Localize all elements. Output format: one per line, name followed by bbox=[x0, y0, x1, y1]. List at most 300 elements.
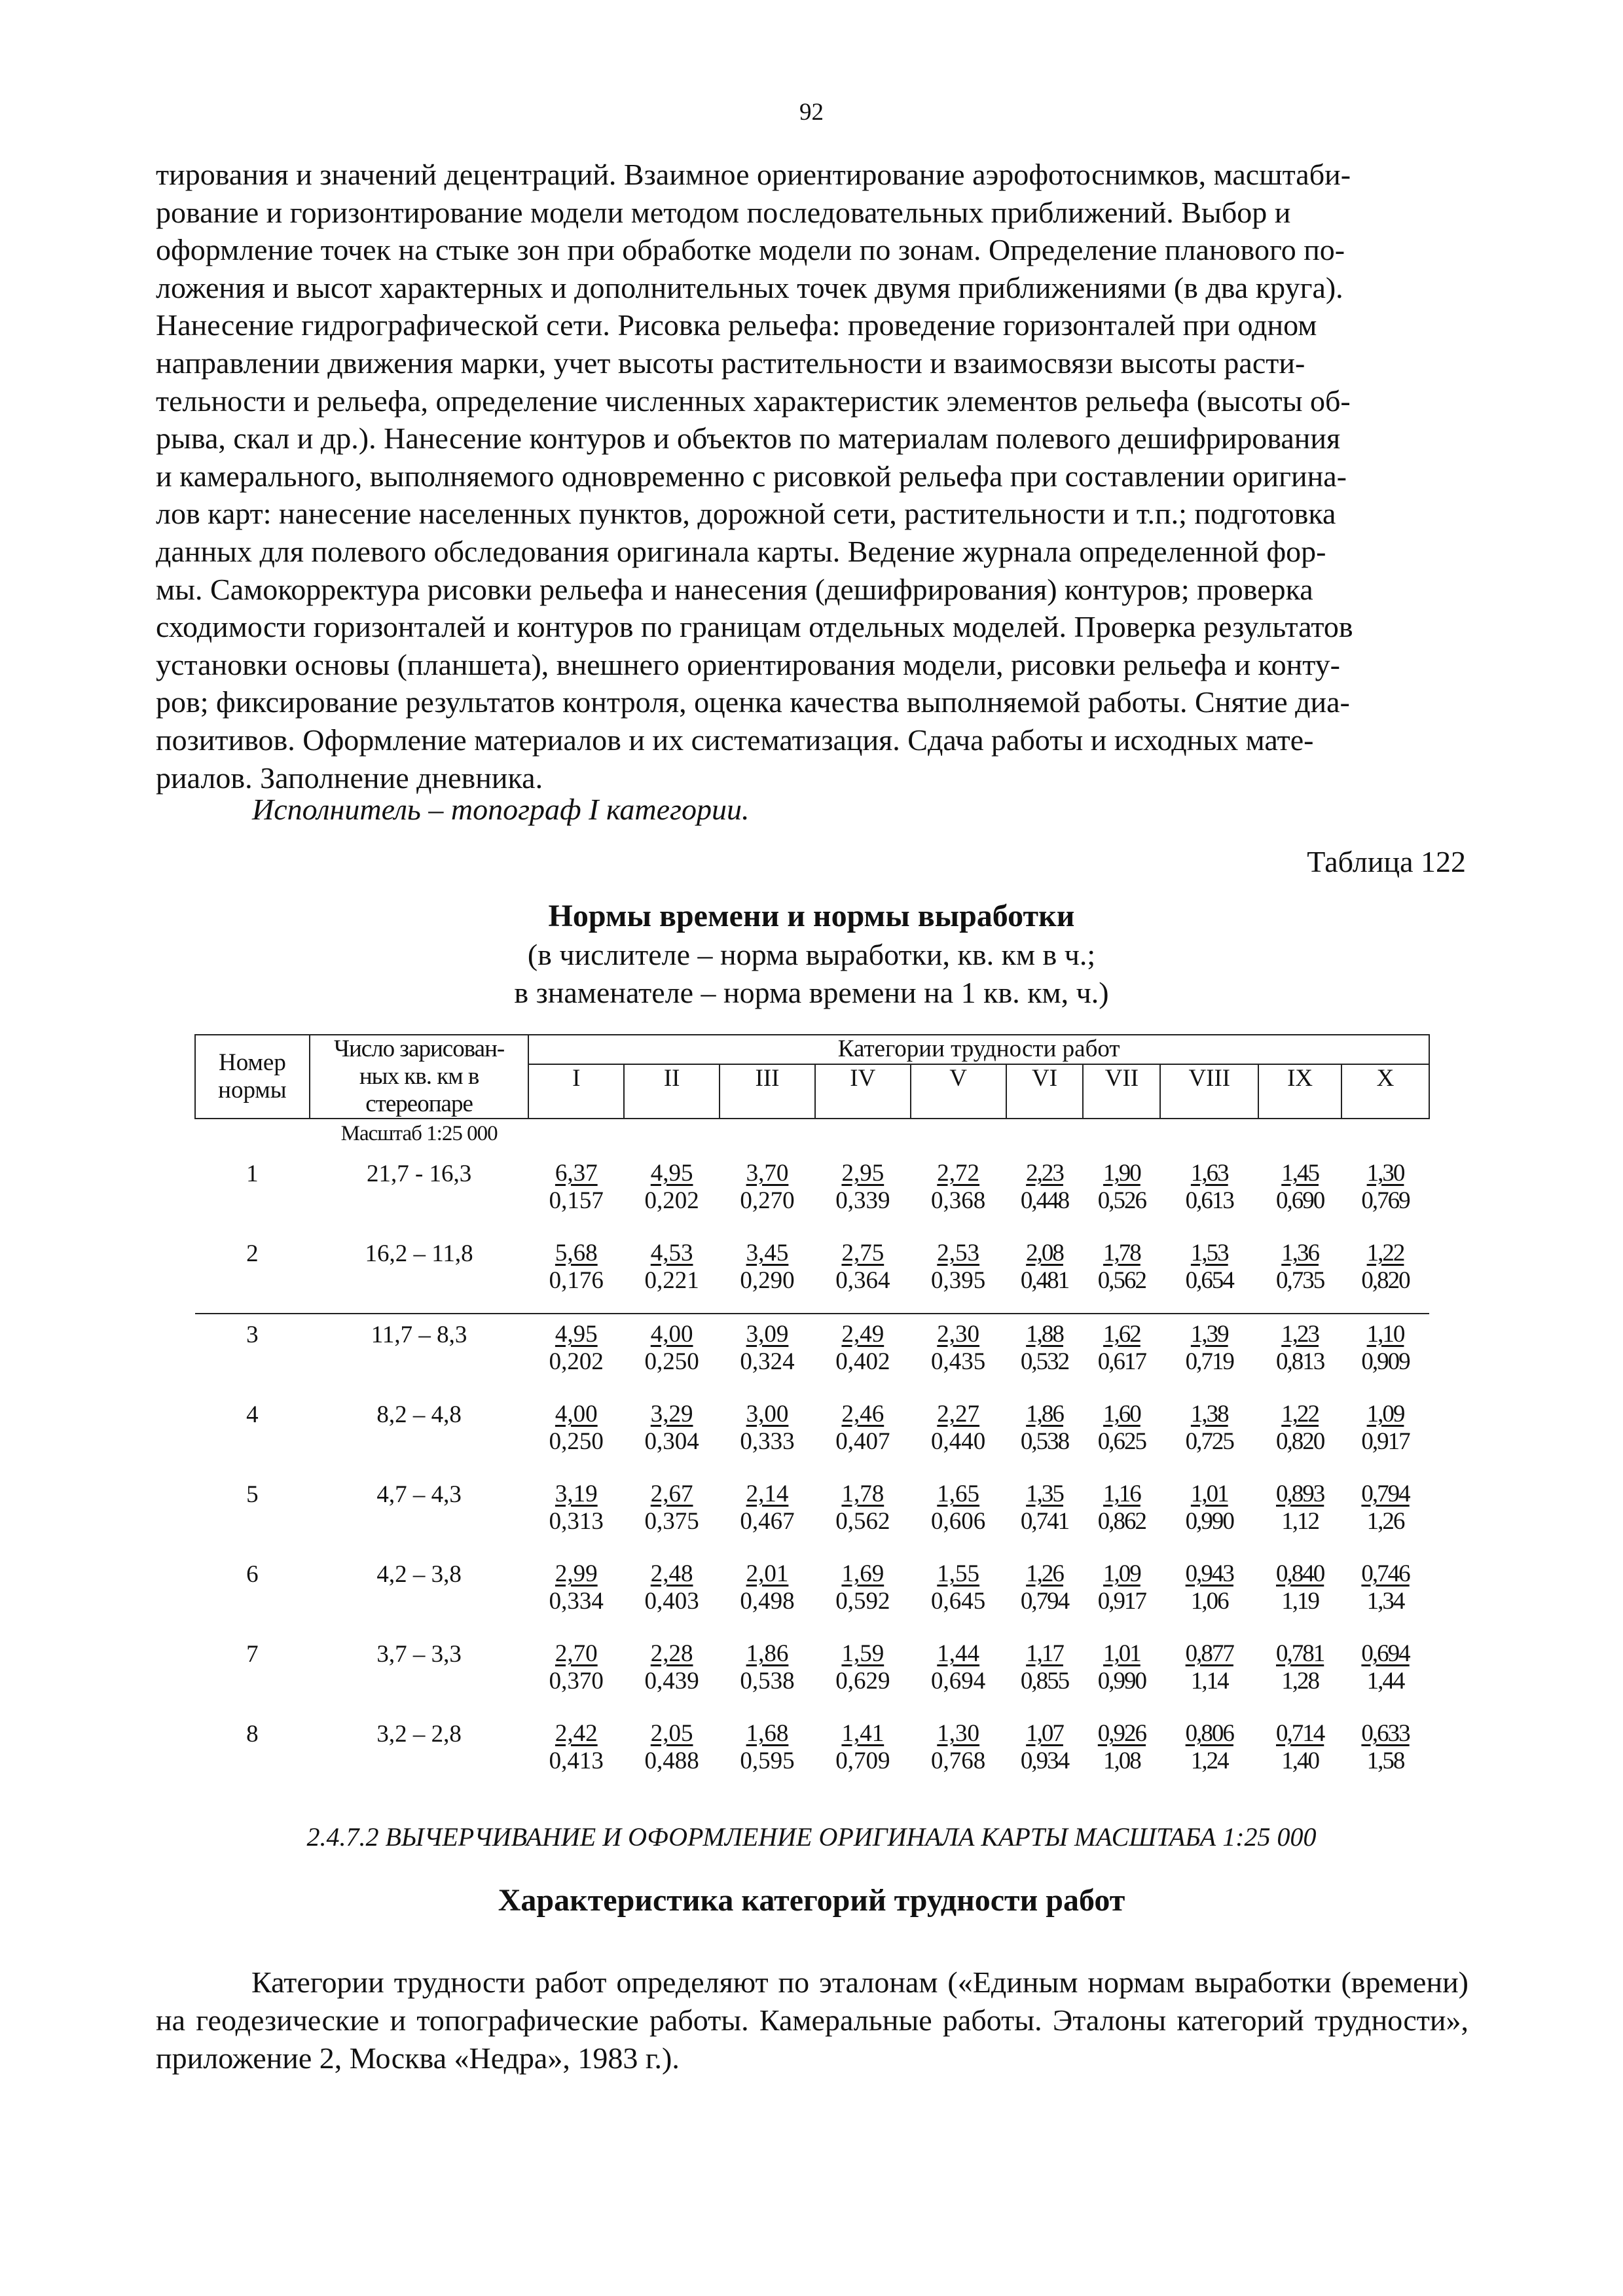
norm-cell bbox=[1083, 1474, 1160, 1554]
output-norm-value: 1,30 bbox=[1366, 1160, 1404, 1187]
output-norm-value: 1,62 bbox=[1103, 1321, 1140, 1348]
time-norm-value: 1,58 bbox=[1366, 1748, 1404, 1774]
output-norm-value: 3,45 bbox=[746, 1240, 789, 1266]
fraction bbox=[740, 1240, 794, 1295]
time-norm-value: 0,157 bbox=[549, 1187, 604, 1214]
fraction bbox=[1021, 1321, 1068, 1376]
fraction bbox=[1098, 1401, 1146, 1456]
fraction bbox=[1021, 1480, 1068, 1535]
fraction bbox=[740, 1640, 794, 1695]
body-line: данных для полевого обследования оригинала карты. Ведение журнала определенной фор- bbox=[156, 534, 1326, 568]
norm-cell bbox=[1341, 1153, 1429, 1233]
header-text: Номер bbox=[218, 1049, 286, 1076]
header-category: VI bbox=[1006, 1064, 1084, 1119]
output-norm-value: 0,781 bbox=[1276, 1640, 1324, 1667]
time-norm-value: 0,629 bbox=[835, 1668, 890, 1695]
time-norm-value: 0,654 bbox=[1185, 1267, 1233, 1294]
norm-cell bbox=[624, 1314, 720, 1394]
body-line: тирования и значений децентраций. Взаимное ориентирование аэрофотоснимков, масштаби- bbox=[156, 158, 1351, 191]
header-text: стереопаре bbox=[365, 1090, 473, 1117]
norm-cell bbox=[1160, 1474, 1258, 1554]
body-line: рыва, скал и др.). Нанесение контуров и объектов по материалам полевого дешифрирования bbox=[156, 422, 1341, 456]
time-norm-value: 1,12 bbox=[1281, 1508, 1319, 1535]
header-category: IV bbox=[815, 1064, 911, 1119]
norm-cell bbox=[528, 1554, 624, 1634]
norm-cell bbox=[1006, 1153, 1084, 1233]
time-norm-value: 0,202 bbox=[549, 1348, 604, 1375]
output-norm-value: 4,95 bbox=[555, 1321, 598, 1348]
norm-number-cell: 5 bbox=[246, 1481, 259, 1508]
norm-cell bbox=[1341, 1634, 1429, 1713]
output-norm-value: 2,01 bbox=[746, 1560, 789, 1587]
output-norm-value: 1,23 bbox=[1281, 1321, 1319, 1348]
time-norm-value: 1,40 bbox=[1281, 1748, 1319, 1774]
fraction bbox=[1098, 1480, 1146, 1535]
fraction bbox=[835, 1640, 890, 1695]
norm-number-cell: 7 bbox=[246, 1641, 259, 1668]
fraction bbox=[549, 1640, 604, 1695]
output-norm-value: 1,86 bbox=[746, 1640, 789, 1667]
body-line: оформление точек на стыке зон при обработке модели по зонам. Определение планового по- bbox=[156, 233, 1345, 267]
fraction bbox=[1098, 1720, 1146, 1775]
norm-cell bbox=[1006, 1713, 1084, 1793]
fraction bbox=[1361, 1480, 1409, 1535]
norm-cell bbox=[720, 1554, 815, 1634]
time-norm-value: 0,562 bbox=[1097, 1267, 1146, 1294]
norm-number-cell: 4 bbox=[246, 1401, 259, 1428]
closing-paragraph: Категории трудности работ определяют по эталонам («Единым нормам выработки (времени) на геодезические и топографические работы. Камеральные работы. Эталоны категорий трудности», приложение 2, Москва «Недра», 1983 г.). bbox=[156, 1965, 1468, 2075]
body-line: риалов. Заполнение дневника. bbox=[156, 761, 543, 795]
table-subtitle-line: (в числителе – норма выработки, кв. км в ч.; bbox=[527, 938, 1096, 971]
fraction bbox=[1021, 1560, 1068, 1615]
output-norm-value: 2,48 bbox=[650, 1560, 693, 1587]
norm-cell bbox=[720, 1314, 815, 1394]
header-category: III bbox=[720, 1064, 815, 1119]
output-norm-value: 2,70 bbox=[555, 1640, 598, 1667]
time-norm-value: 0,375 bbox=[644, 1508, 699, 1535]
fraction bbox=[549, 1160, 604, 1215]
norm-cell bbox=[1258, 1713, 1341, 1793]
time-norm-value: 1,24 bbox=[1190, 1748, 1228, 1774]
output-norm-value: 1,38 bbox=[1190, 1401, 1228, 1427]
fraction bbox=[1186, 1240, 1233, 1295]
body-line: Нанесение гидрографической сети. Рисовка рельефа: проведение горизонталей при одном bbox=[156, 308, 1317, 342]
header-category: X bbox=[1341, 1064, 1429, 1119]
fraction bbox=[1276, 1720, 1324, 1775]
body-line: сходимости горизонталей и контуров по границам отдельных моделей. Проверка результатов bbox=[156, 610, 1353, 644]
body-line: и камерального, выполняемого одновременно с рисовкой рельефа при составлении оригина- bbox=[156, 459, 1347, 493]
norm-cell bbox=[1006, 1634, 1084, 1713]
time-norm-value: 0,538 bbox=[740, 1668, 795, 1695]
norm-cell bbox=[1083, 1634, 1160, 1713]
output-norm-value: 2,23 bbox=[1026, 1160, 1063, 1187]
fraction bbox=[1186, 1321, 1233, 1376]
header-category: II bbox=[624, 1064, 720, 1119]
time-norm-value: 1,08 bbox=[1103, 1748, 1140, 1774]
fraction bbox=[645, 1321, 699, 1376]
output-norm-value: 2,53 bbox=[937, 1240, 980, 1266]
output-norm-value: 1,53 bbox=[1190, 1240, 1228, 1266]
output-norm-value: 2,75 bbox=[841, 1240, 884, 1266]
fraction bbox=[1098, 1160, 1146, 1215]
time-norm-value: 0,690 bbox=[1276, 1187, 1324, 1214]
time-norm-value: 0,290 bbox=[740, 1267, 795, 1294]
table-row bbox=[195, 1634, 1429, 1713]
output-norm-value: 1,68 bbox=[746, 1720, 789, 1747]
output-norm-value: 1,60 bbox=[1103, 1401, 1140, 1427]
output-norm-value: 5,68 bbox=[555, 1240, 598, 1266]
time-norm-value: 0,403 bbox=[644, 1588, 699, 1615]
norm-cell bbox=[624, 1713, 720, 1793]
table-label: Таблица 122 bbox=[1307, 845, 1466, 878]
output-norm-value: 4,00 bbox=[555, 1401, 598, 1427]
fraction bbox=[645, 1240, 699, 1295]
scale-row bbox=[195, 1119, 1429, 1153]
body-line: позитивов. Оформление материалов и их систематизация. Сдача работы и исходных мате- bbox=[156, 723, 1314, 757]
range-cell: 21,7 - 16,3 bbox=[366, 1160, 472, 1187]
output-norm-value: 1,26 bbox=[1026, 1560, 1063, 1587]
time-norm-value: 0,439 bbox=[644, 1668, 699, 1695]
norm-cell bbox=[911, 1394, 1006, 1474]
fraction bbox=[549, 1401, 604, 1456]
range-cell: 3,7 – 3,3 bbox=[376, 1641, 462, 1668]
time-norm-value: 0,613 bbox=[1185, 1187, 1233, 1214]
body-line: тельности и рельефа, определение численных характеристик элементов рельефа (высоты об- bbox=[156, 384, 1351, 418]
time-norm-value: 0,813 bbox=[1276, 1348, 1324, 1375]
time-norm-value: 0,562 bbox=[835, 1508, 890, 1535]
output-norm-value: 1,88 bbox=[1026, 1321, 1063, 1348]
fraction bbox=[740, 1560, 794, 1615]
norm-cell bbox=[1160, 1314, 1258, 1394]
header-categories: Категории трудности работ bbox=[528, 1035, 1429, 1064]
output-norm-value: 1,45 bbox=[1281, 1160, 1319, 1187]
fraction bbox=[1186, 1640, 1233, 1695]
body-line: лов карт: нанесение населенных пунктов, дорожной сети, растительности и т.п.; подготовка bbox=[156, 497, 1336, 531]
fraction bbox=[1276, 1240, 1324, 1295]
fraction bbox=[1361, 1720, 1409, 1775]
fraction bbox=[549, 1321, 604, 1376]
output-norm-value: 0,633 bbox=[1361, 1720, 1410, 1747]
output-norm-value: 0,877 bbox=[1185, 1640, 1233, 1667]
output-norm-value: 3,29 bbox=[650, 1401, 693, 1427]
norm-cell bbox=[911, 1153, 1006, 1233]
time-norm-value: 0,407 bbox=[835, 1428, 890, 1455]
time-norm-value: 0,435 bbox=[931, 1348, 986, 1375]
norm-cell bbox=[1160, 1153, 1258, 1233]
norm-cell bbox=[911, 1474, 1006, 1554]
time-norm-value: 1,14 bbox=[1190, 1668, 1228, 1695]
norm-cell bbox=[911, 1233, 1006, 1314]
time-norm-value: 0,592 bbox=[835, 1588, 890, 1615]
header-norm-number bbox=[195, 1035, 310, 1119]
output-norm-value: 1,59 bbox=[841, 1640, 884, 1667]
performer-line: Исполнитель – топограф I категории. bbox=[252, 793, 750, 826]
norm-cell bbox=[624, 1233, 720, 1314]
norm-cell bbox=[528, 1233, 624, 1314]
fraction bbox=[1361, 1640, 1409, 1695]
output-norm-value: 0,794 bbox=[1361, 1480, 1410, 1507]
time-norm-value: 0,741 bbox=[1020, 1508, 1069, 1535]
fraction bbox=[1276, 1480, 1324, 1535]
time-norm-value: 0,250 bbox=[644, 1348, 699, 1375]
norm-cell bbox=[720, 1394, 815, 1474]
norm-cell bbox=[1341, 1314, 1429, 1394]
time-norm-value: 0,917 bbox=[1097, 1588, 1146, 1615]
body-text bbox=[156, 156, 1468, 797]
norm-cell bbox=[1083, 1233, 1160, 1314]
time-norm-value: 1,28 bbox=[1281, 1668, 1319, 1695]
time-norm-value: 0,413 bbox=[549, 1748, 604, 1774]
fraction bbox=[549, 1720, 604, 1775]
time-norm-value: 0,368 bbox=[931, 1187, 986, 1214]
fraction bbox=[1276, 1321, 1324, 1376]
norm-cell bbox=[720, 1634, 815, 1713]
output-norm-value: 0,926 bbox=[1097, 1720, 1146, 1747]
norm-cell bbox=[624, 1153, 720, 1233]
norm-cell bbox=[1006, 1233, 1084, 1314]
time-norm-value: 0,934 bbox=[1020, 1748, 1069, 1774]
output-norm-value: 2,08 bbox=[1026, 1240, 1063, 1266]
range-cell: 11,7 – 8,3 bbox=[371, 1321, 467, 1348]
output-norm-value: 1,41 bbox=[841, 1720, 884, 1747]
output-norm-value: 2,27 bbox=[937, 1401, 980, 1427]
output-norm-value: 2,46 bbox=[841, 1401, 884, 1427]
fraction bbox=[1021, 1720, 1068, 1775]
fraction bbox=[1276, 1560, 1324, 1615]
norm-cell bbox=[911, 1713, 1006, 1793]
norm-cell bbox=[1160, 1713, 1258, 1793]
time-norm-value: 0,855 bbox=[1020, 1668, 1069, 1695]
time-norm-value: 0,526 bbox=[1097, 1187, 1146, 1214]
output-norm-value: 2,42 bbox=[555, 1720, 598, 1747]
time-norm-value: 0,402 bbox=[835, 1348, 890, 1375]
time-norm-value: 0,467 bbox=[740, 1508, 795, 1535]
norm-cell bbox=[1341, 1713, 1429, 1793]
output-norm-value: 1,55 bbox=[937, 1560, 980, 1587]
norm-number-cell: 1 bbox=[246, 1160, 259, 1187]
norm-cell bbox=[1083, 1153, 1160, 1233]
header-category: V bbox=[911, 1064, 1006, 1119]
range-cell: 4,2 – 3,8 bbox=[376, 1561, 462, 1588]
output-norm-value: 2,30 bbox=[937, 1321, 980, 1348]
time-norm-value: 0,440 bbox=[931, 1428, 986, 1455]
time-norm-value: 1,44 bbox=[1366, 1668, 1404, 1695]
norm-cell bbox=[528, 1314, 624, 1394]
time-norm-value: 0,324 bbox=[740, 1348, 795, 1375]
body-line: мы. Самокорректура рисовки рельефа и нанесения (дешифрирования) контуров; проверка bbox=[156, 572, 1313, 606]
table-row bbox=[195, 1314, 1429, 1394]
time-norm-value: 1,26 bbox=[1366, 1508, 1404, 1535]
empty-cell bbox=[528, 1119, 1429, 1153]
time-norm-value: 0,221 bbox=[644, 1267, 699, 1294]
fraction bbox=[1276, 1160, 1324, 1215]
output-norm-value: 1,22 bbox=[1281, 1401, 1319, 1427]
output-norm-value: 0,694 bbox=[1361, 1640, 1410, 1667]
fraction bbox=[1098, 1240, 1146, 1295]
norm-cell bbox=[815, 1474, 911, 1554]
fraction bbox=[1186, 1560, 1233, 1615]
norm-cell bbox=[815, 1153, 911, 1233]
header-category: VIII bbox=[1160, 1064, 1258, 1119]
output-norm-value: 1,90 bbox=[1103, 1160, 1140, 1187]
header-text: нормы bbox=[218, 1077, 287, 1103]
fraction bbox=[1021, 1160, 1068, 1215]
norms-table-wrapper bbox=[194, 1034, 1430, 1793]
fraction bbox=[1021, 1640, 1068, 1695]
header-text: ных кв. км в bbox=[359, 1063, 479, 1090]
output-norm-value: 0,943 bbox=[1185, 1560, 1233, 1587]
time-norm-value: 0,538 bbox=[1020, 1428, 1069, 1455]
output-norm-value: 1,22 bbox=[1366, 1240, 1404, 1266]
norm-cell bbox=[1160, 1634, 1258, 1713]
output-norm-value: 0,893 bbox=[1276, 1480, 1324, 1507]
output-norm-value: 2,28 bbox=[650, 1640, 693, 1667]
time-norm-value: 1,06 bbox=[1190, 1588, 1228, 1615]
norm-cell bbox=[1258, 1394, 1341, 1474]
fraction bbox=[1098, 1640, 1146, 1695]
table-row bbox=[195, 1394, 1429, 1474]
fraction bbox=[1361, 1240, 1409, 1295]
norm-cell bbox=[815, 1554, 911, 1634]
time-norm-value: 0,498 bbox=[740, 1588, 795, 1615]
range-cell: 4,7 – 4,3 bbox=[376, 1481, 462, 1508]
norm-cell bbox=[720, 1233, 815, 1314]
output-norm-value: 2,49 bbox=[841, 1321, 884, 1348]
time-norm-value: 0,333 bbox=[740, 1428, 795, 1455]
time-norm-value: 0,334 bbox=[549, 1588, 604, 1615]
table-body bbox=[195, 1119, 1429, 1793]
page-number: 92 bbox=[799, 99, 824, 126]
table-row bbox=[195, 1554, 1429, 1634]
output-norm-value: 0,714 bbox=[1276, 1720, 1324, 1747]
time-norm-value: 0,820 bbox=[1361, 1267, 1410, 1294]
fraction bbox=[645, 1160, 699, 1215]
fraction bbox=[645, 1640, 699, 1695]
output-norm-value: 0,840 bbox=[1276, 1560, 1324, 1587]
norm-cell bbox=[1258, 1474, 1341, 1554]
time-norm-value: 0,862 bbox=[1097, 1508, 1146, 1535]
fraction bbox=[645, 1480, 699, 1535]
fraction bbox=[835, 1720, 890, 1775]
time-norm-value: 0,725 bbox=[1185, 1428, 1233, 1455]
norm-cell bbox=[815, 1233, 911, 1314]
fraction bbox=[1098, 1560, 1146, 1615]
output-norm-value: 1,69 bbox=[841, 1560, 884, 1587]
norm-cell bbox=[911, 1314, 1006, 1394]
table-subtitle-line: в знаменателе – норма времени на 1 кв. км, ч.) bbox=[514, 976, 1109, 1009]
table-subtitle bbox=[0, 936, 1623, 1012]
norm-cell bbox=[528, 1394, 624, 1474]
time-norm-value: 1,19 bbox=[1281, 1588, 1319, 1615]
body-line: ложения и высот характерных и дополнительных точек двумя приближениями (в два круга). bbox=[156, 270, 1343, 304]
time-norm-value: 1,34 bbox=[1366, 1588, 1404, 1615]
time-norm-value: 0,694 bbox=[931, 1668, 986, 1695]
norm-cell bbox=[1006, 1314, 1084, 1394]
fraction bbox=[931, 1160, 985, 1215]
fraction bbox=[645, 1560, 699, 1615]
norm-cell bbox=[1258, 1634, 1341, 1713]
norm-number-cell: 6 bbox=[246, 1561, 259, 1588]
range-cell: 8,2 – 4,8 bbox=[376, 1401, 462, 1428]
norm-cell bbox=[720, 1474, 815, 1554]
output-norm-value: 1,07 bbox=[1026, 1720, 1063, 1747]
time-norm-value: 0,481 bbox=[1020, 1267, 1069, 1294]
time-norm-value: 0,488 bbox=[644, 1748, 699, 1774]
time-norm-value: 0,606 bbox=[931, 1508, 986, 1535]
time-norm-value: 0,794 bbox=[1020, 1588, 1069, 1615]
output-norm-value: 4,53 bbox=[650, 1240, 693, 1266]
table-title: Нормы времени и нормы выработки bbox=[548, 899, 1075, 933]
norm-cell bbox=[1341, 1474, 1429, 1554]
fraction bbox=[1186, 1720, 1233, 1775]
time-norm-value: 0,448 bbox=[1020, 1187, 1069, 1214]
fraction bbox=[740, 1321, 794, 1376]
fraction bbox=[1361, 1560, 1409, 1615]
section-heading: 2.4.7.2 ВЫЧЕРЧИВАНИЕ И ОФОРМЛЕНИЕ ОРИГИНАЛА КАРТЫ МАСШТАБА 1:25 000 bbox=[306, 1822, 1317, 1852]
body-line: направлении движения марки, учет высоты растительности и взаимосвязи высоты расти- bbox=[156, 346, 1305, 380]
norm-cell bbox=[528, 1713, 624, 1793]
output-norm-value: 3,00 bbox=[746, 1401, 789, 1427]
output-norm-value: 1,09 bbox=[1366, 1401, 1404, 1427]
norm-cell bbox=[528, 1474, 624, 1554]
norm-cell bbox=[1006, 1474, 1084, 1554]
fraction bbox=[835, 1480, 890, 1535]
output-norm-value: 0,806 bbox=[1185, 1720, 1233, 1747]
fraction bbox=[1186, 1401, 1233, 1456]
output-norm-value: 1,17 bbox=[1026, 1640, 1063, 1667]
time-norm-value: 0,339 bbox=[835, 1187, 890, 1214]
output-norm-value: 1,01 bbox=[1190, 1480, 1228, 1507]
fraction bbox=[1361, 1401, 1409, 1456]
norm-cell bbox=[1341, 1554, 1429, 1634]
time-norm-value: 0,617 bbox=[1097, 1348, 1146, 1375]
norm-cell bbox=[1258, 1153, 1341, 1233]
fraction bbox=[1276, 1640, 1324, 1695]
header-category: I bbox=[528, 1064, 624, 1119]
output-norm-value: 1,36 bbox=[1281, 1240, 1319, 1266]
fraction bbox=[931, 1480, 985, 1535]
range-cell: 3,2 – 2,8 bbox=[376, 1721, 462, 1748]
empty-cell bbox=[195, 1119, 310, 1153]
fraction bbox=[1021, 1240, 1068, 1295]
time-norm-value: 0,625 bbox=[1097, 1428, 1146, 1455]
header-category: IX bbox=[1258, 1064, 1341, 1119]
norm-cell bbox=[1341, 1394, 1429, 1474]
table-row bbox=[195, 1713, 1429, 1793]
output-norm-value: 1,78 bbox=[841, 1480, 884, 1507]
fraction bbox=[835, 1160, 890, 1215]
output-norm-value: 4,95 bbox=[650, 1160, 693, 1187]
norm-cell bbox=[1160, 1394, 1258, 1474]
time-norm-value: 0,645 bbox=[931, 1588, 986, 1615]
time-norm-value: 0,304 bbox=[644, 1428, 699, 1455]
norm-cell bbox=[1006, 1554, 1084, 1634]
body-line: ров; фиксирование результатов контроля, оценка качества выполняемой работы. Снятие диа- bbox=[156, 685, 1350, 719]
body-line: рование и горизонтирование модели методом последовательных приближений. Выбор и bbox=[156, 195, 1291, 229]
table-row bbox=[195, 1474, 1429, 1554]
time-norm-value: 0,820 bbox=[1276, 1428, 1324, 1455]
norm-cell bbox=[624, 1554, 720, 1634]
header-text: Число зарисован- bbox=[333, 1035, 505, 1062]
norm-cell bbox=[815, 1314, 911, 1394]
output-norm-value: 2,72 bbox=[937, 1160, 980, 1187]
range-cell: 16,2 – 11,8 bbox=[365, 1240, 473, 1267]
output-norm-value: 0,746 bbox=[1361, 1560, 1410, 1587]
norm-cell bbox=[1160, 1233, 1258, 1314]
output-norm-value: 2,14 bbox=[746, 1480, 789, 1507]
fraction bbox=[1021, 1401, 1068, 1456]
output-norm-value: 3,19 bbox=[555, 1480, 598, 1507]
